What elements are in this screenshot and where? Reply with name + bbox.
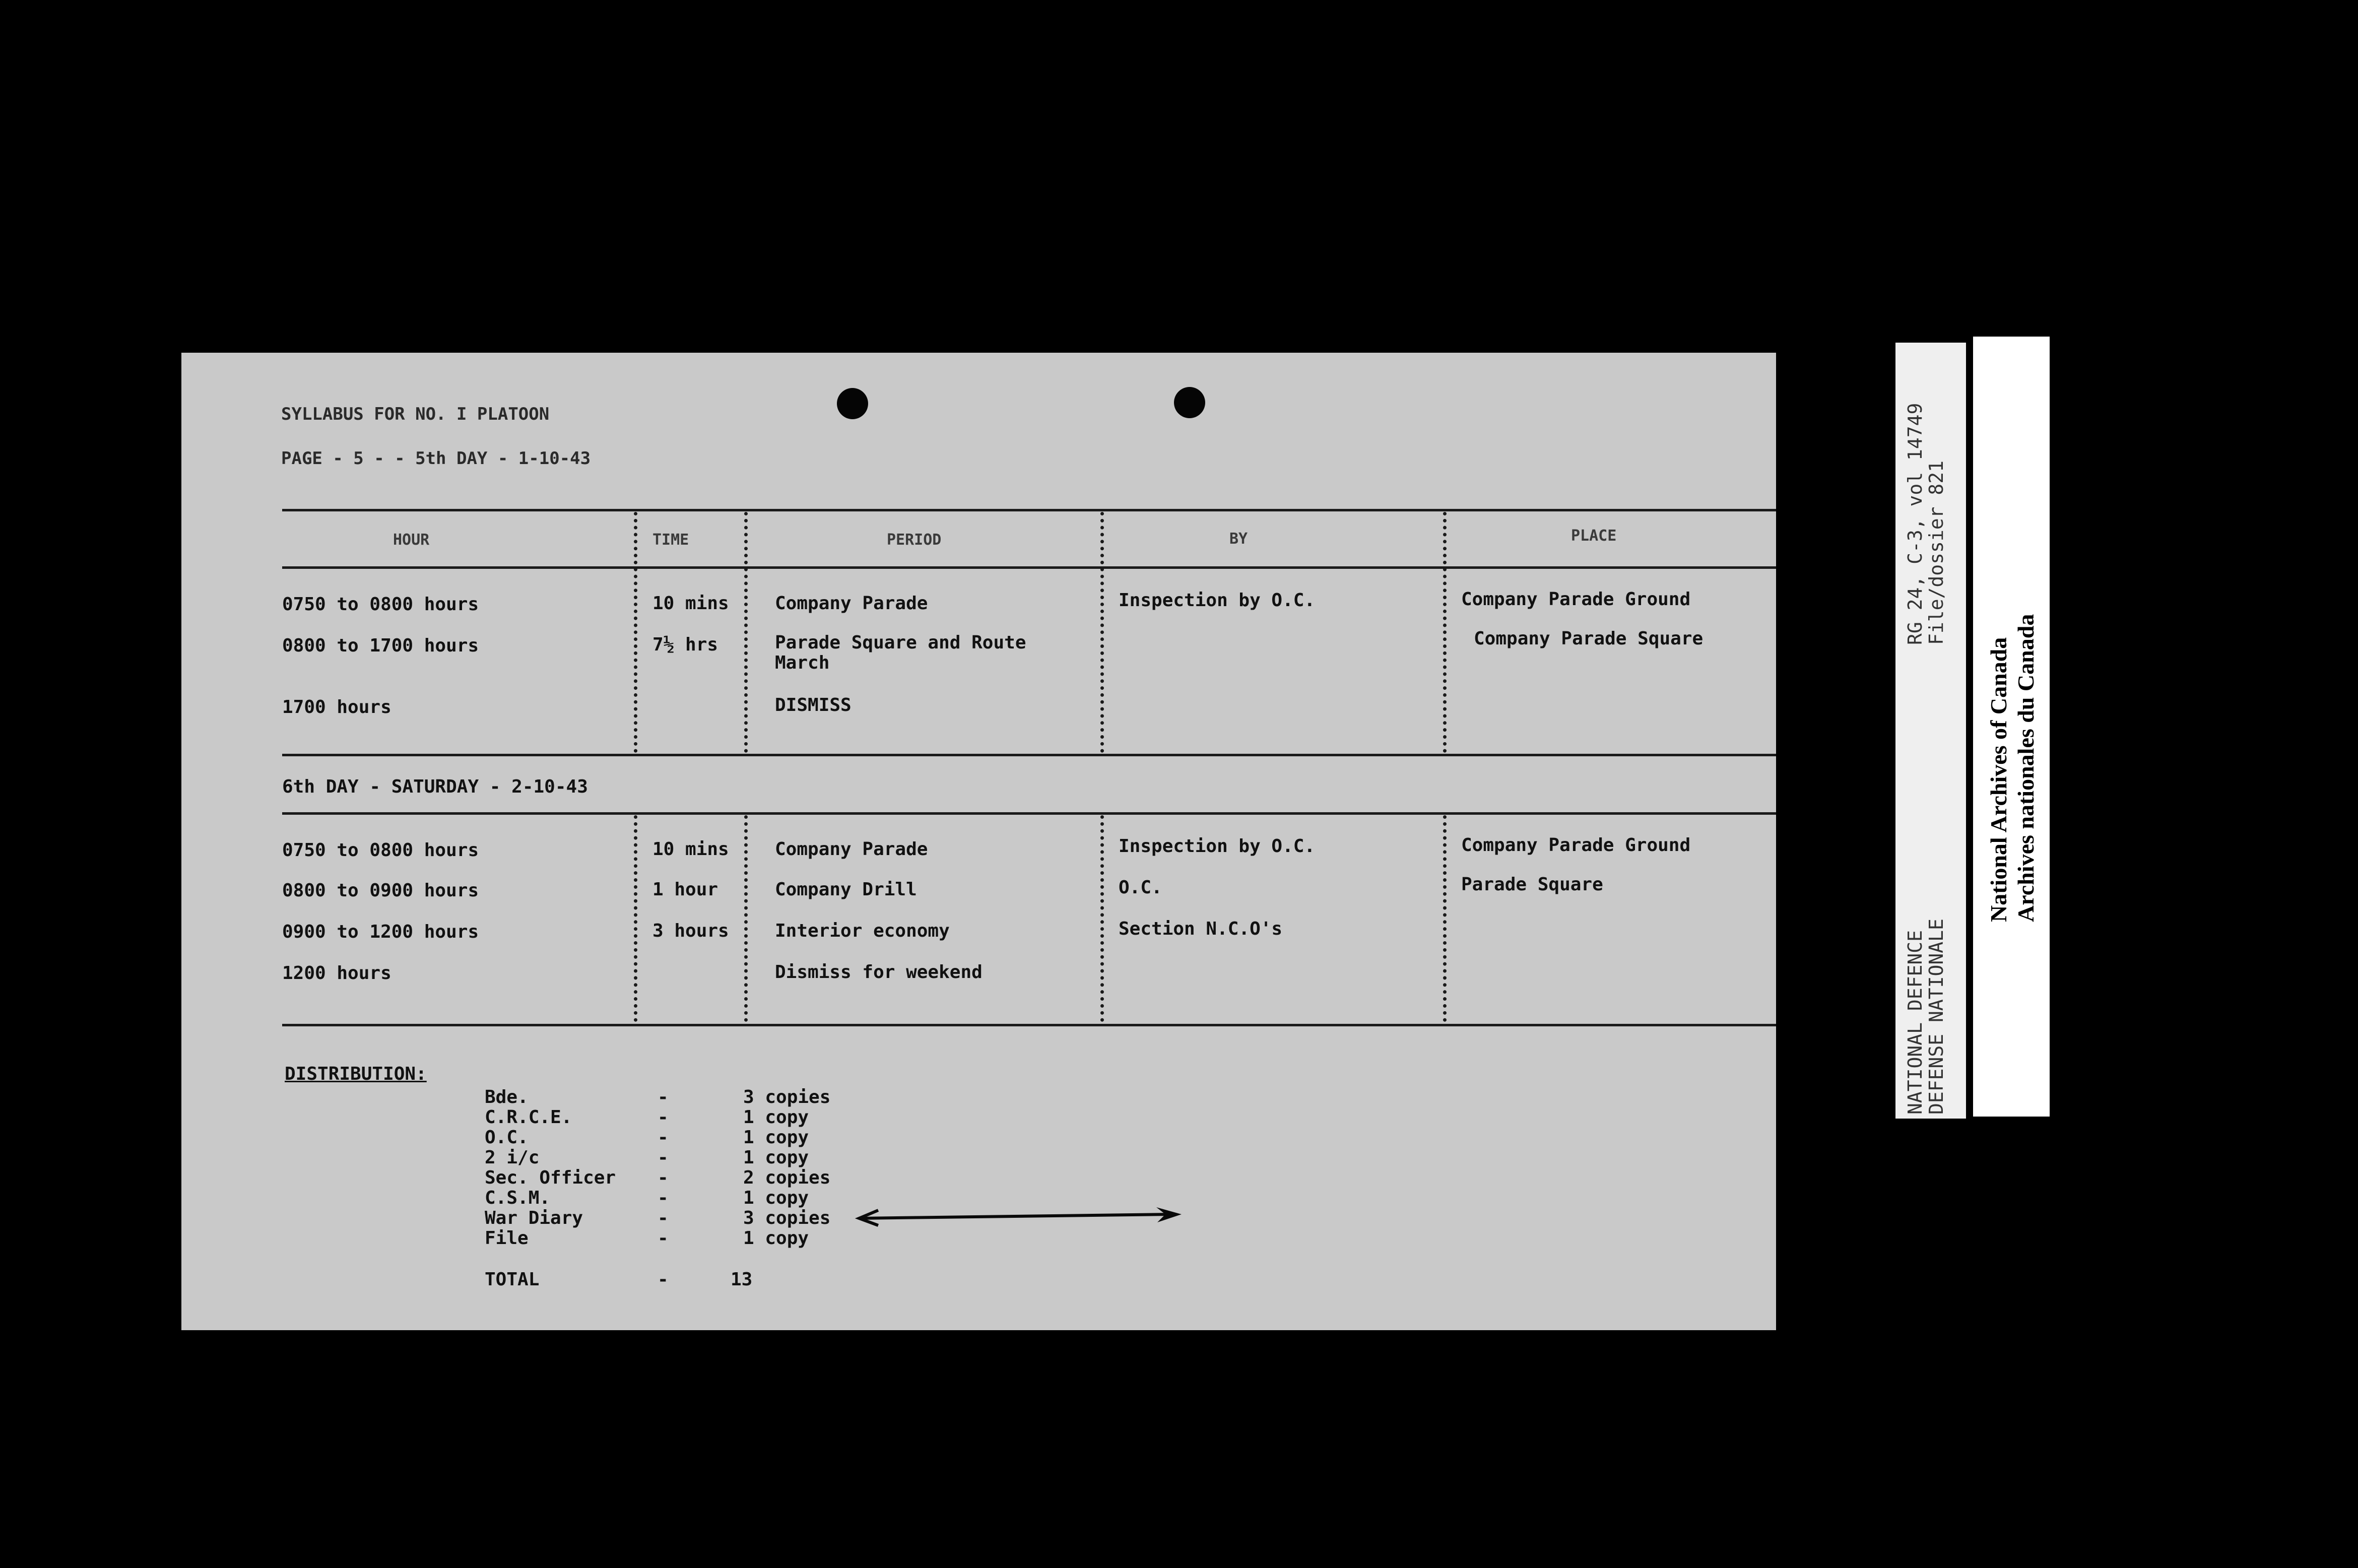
distribution-count: 3 copies bbox=[743, 1208, 831, 1228]
column-separator bbox=[1443, 512, 1447, 753]
cell-by: O.C. bbox=[1119, 877, 1162, 898]
archives-fr: Archives nationales du Canada bbox=[2013, 614, 2039, 922]
archives-en: National Archives of Canada bbox=[1986, 637, 2011, 922]
cell-period: Company Parade bbox=[775, 593, 928, 614]
archive-name bbox=[1985, 614, 2040, 922]
department-en: NATIONAL DEFENCE bbox=[1904, 930, 1926, 1115]
distribution-dash: - bbox=[658, 1147, 669, 1168]
cell-hour: 0800 to 1700 hours bbox=[282, 635, 479, 656]
distribution-count: 1 copy bbox=[743, 1147, 809, 1168]
department-fr: DEFENSE NATIONALE bbox=[1925, 919, 1947, 1115]
cell-period: Company Parade bbox=[775, 839, 928, 860]
table-rule bbox=[282, 1024, 1776, 1026]
column-separator bbox=[634, 512, 637, 753]
document-sheet bbox=[181, 353, 1776, 1330]
distribution-recipient: File bbox=[485, 1228, 529, 1249]
column-separator bbox=[744, 512, 748, 753]
cell-hour: 0800 to 0900 hours bbox=[282, 880, 479, 901]
distribution-recipient: 2 i/c bbox=[485, 1147, 540, 1168]
distribution-count: 2 copies bbox=[743, 1167, 831, 1188]
column-header-by: BY bbox=[1229, 530, 1248, 548]
cell-time: 7½ hrs bbox=[652, 634, 718, 655]
punch-hole bbox=[837, 388, 868, 419]
distribution-dash: - bbox=[658, 1208, 669, 1228]
cell-hour: 0750 to 0800 hours bbox=[282, 594, 479, 615]
distribution-count: 3 copies bbox=[743, 1087, 831, 1107]
distribution-count: 1 copy bbox=[743, 1188, 809, 1208]
distribution-label: DISTRIBUTION: bbox=[285, 1064, 427, 1084]
cell-by: Inspection by O.C. bbox=[1119, 836, 1316, 857]
distribution-count: 1 copy bbox=[743, 1127, 809, 1148]
cell-period: Interior economy bbox=[775, 921, 950, 941]
cell-period: DISMISS bbox=[775, 695, 852, 715]
distribution-dash: - bbox=[658, 1188, 669, 1208]
archive-reference-line: RG 24, C-3, vol 14749 bbox=[1904, 403, 1926, 645]
column-separator bbox=[744, 815, 748, 1022]
cell-by: Inspection by O.C. bbox=[1119, 590, 1316, 611]
handdrawn-arrow-icon bbox=[849, 1203, 1192, 1233]
day-heading: 6th DAY - SATURDAY - 2-10-43 bbox=[282, 776, 588, 797]
distribution-recipient: Sec. Officer bbox=[485, 1167, 616, 1188]
cell-time: 1 hour bbox=[652, 879, 718, 900]
table-rule bbox=[282, 509, 1776, 511]
cell-time: 10 mins bbox=[652, 593, 729, 614]
cell-by: Section N.C.O's bbox=[1119, 919, 1283, 939]
page-line: PAGE - 5 - - 5th DAY - 1-10-43 bbox=[281, 448, 591, 469]
column-separator bbox=[1100, 815, 1104, 1022]
cell-hour: 1700 hours bbox=[282, 697, 391, 717]
distribution-total-dash: - bbox=[658, 1269, 669, 1290]
distribution-count: 1 copy bbox=[743, 1107, 809, 1128]
table-rule bbox=[282, 754, 1776, 756]
distribution-total-label: TOTAL bbox=[485, 1269, 540, 1290]
archive-file-line: File/dossier 821 bbox=[1925, 460, 1947, 645]
cell-hour: 1200 hours bbox=[282, 963, 391, 984]
document-title: SYLLABUS FOR NO. I PLATOON bbox=[281, 404, 550, 424]
cell-time: 3 hours bbox=[652, 921, 729, 941]
column-header-time: TIME bbox=[652, 531, 689, 549]
column-header-hour: HOUR bbox=[393, 531, 430, 549]
cell-period: Company Drill bbox=[775, 879, 917, 900]
column-header-place: PLACE bbox=[1571, 527, 1617, 545]
distribution-recipient: C.R.C.E. bbox=[485, 1107, 572, 1128]
cell-period: Dismiss for weekend bbox=[775, 962, 982, 983]
cell-place: Parade Square bbox=[1461, 874, 1603, 895]
table-rule bbox=[282, 812, 1776, 815]
cell-period: Parade Square and Route bbox=[775, 632, 1026, 653]
cell-place: Company Parade Ground bbox=[1461, 835, 1691, 856]
distribution-recipient: C.S.M. bbox=[485, 1188, 551, 1208]
distribution-recipient: War Diary bbox=[485, 1208, 583, 1228]
distribution-dash: - bbox=[658, 1228, 669, 1249]
column-separator bbox=[634, 815, 637, 1022]
cell-hour: 0900 to 1200 hours bbox=[282, 922, 479, 942]
distribution-recipient: O.C. bbox=[485, 1127, 529, 1148]
cell-period-continued: March bbox=[775, 652, 830, 673]
archive-department bbox=[1905, 919, 1947, 1115]
distribution-dash: - bbox=[658, 1107, 669, 1128]
cell-time: 10 mins bbox=[652, 839, 729, 860]
distribution-dash: - bbox=[658, 1167, 669, 1188]
archive-reference bbox=[1905, 403, 1947, 645]
cell-place: Company Parade Ground bbox=[1461, 589, 1691, 610]
distribution-count: 1 copy bbox=[743, 1228, 809, 1249]
cell-hour: 0750 to 0800 hours bbox=[282, 840, 479, 861]
table-rule bbox=[282, 566, 1776, 569]
column-separator bbox=[1443, 815, 1447, 1022]
distribution-dash: - bbox=[658, 1087, 669, 1107]
distribution-dash: - bbox=[658, 1127, 669, 1148]
distribution-recipient: Bde. bbox=[485, 1087, 529, 1107]
column-separator bbox=[1100, 512, 1104, 753]
punch-hole bbox=[1174, 387, 1205, 418]
cell-place: Company Parade Square bbox=[1474, 628, 1704, 649]
distribution-total: 13 bbox=[731, 1269, 753, 1290]
column-header-period: PERIOD bbox=[887, 531, 942, 549]
